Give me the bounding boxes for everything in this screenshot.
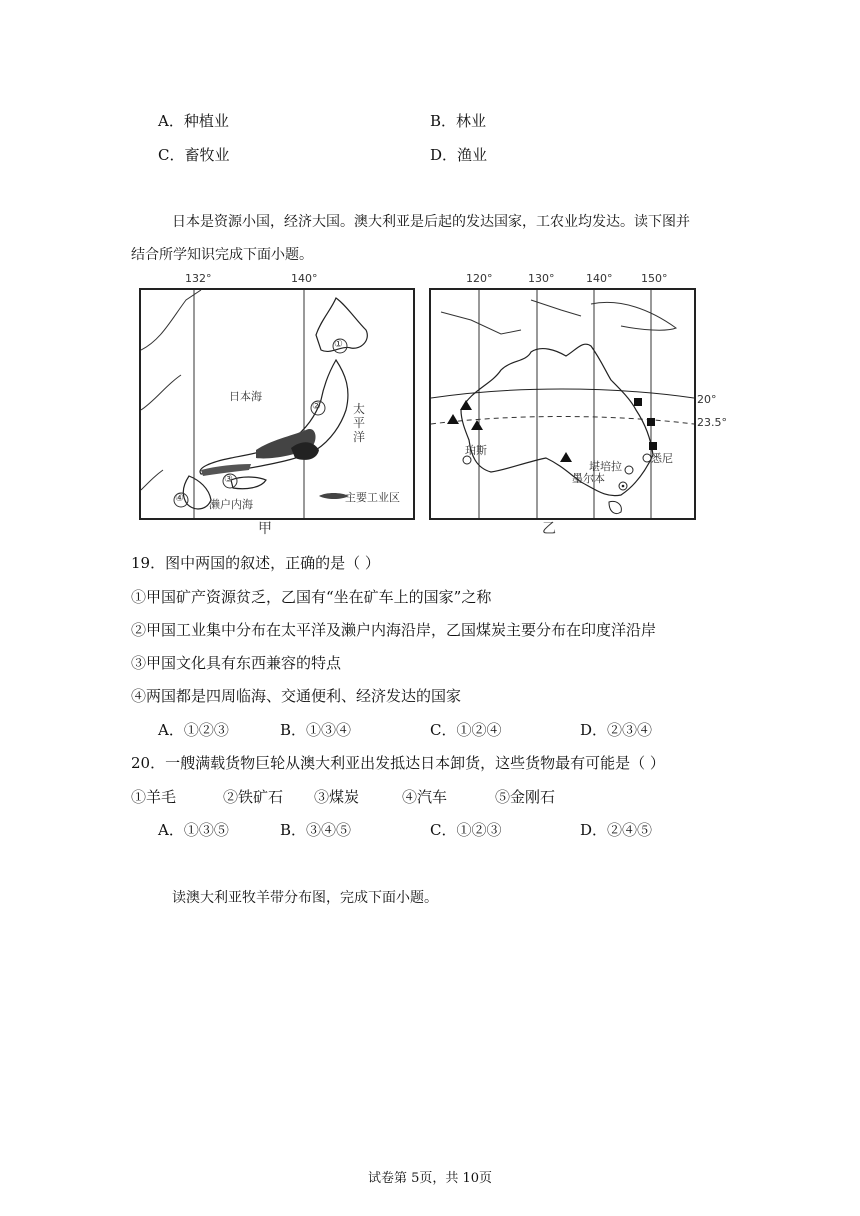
map-japan-frame: [139, 288, 415, 520]
inland-sea-label: 濑户内海: [209, 498, 253, 511]
option-c: C．畜牧业: [158, 146, 230, 164]
lon-label-140: 140°: [291, 272, 318, 285]
australia-map-graphic: [431, 290, 694, 518]
marker-2: ②: [312, 401, 321, 412]
q20-option-c: C．①②③: [430, 821, 502, 839]
marker-4: ④: [175, 493, 184, 504]
q19-statement-1: ①甲国矿产资源贫乏，乙国有“坐在矿车上的国家”之称: [131, 588, 492, 606]
map-australia-caption: 乙: [542, 521, 556, 537]
q20-item-3: ③煤炭: [314, 788, 360, 806]
q20-option-d: D．②④⑤: [580, 821, 653, 839]
lat-label-23-5: 23.5°: [697, 416, 727, 429]
japan-map-graphic: [141, 290, 413, 518]
page-footer: 试卷第 5页，共 10页: [367, 1171, 493, 1186]
q20-item-2: ②铁矿石: [223, 788, 284, 806]
sea-label: 日本海: [229, 390, 262, 403]
lon-label-132: 132°: [185, 272, 212, 285]
q19-stem: 19．图中两国的叙述，正确的是（ ）: [131, 554, 380, 572]
lon-label-130: 130°: [528, 272, 555, 285]
intro-line-2: 结合所学知识完成下面小题。: [131, 247, 313, 263]
map-australia-frame: [429, 288, 696, 520]
q19-statement-2: ②甲国工业集中分布在太平洋及濑户内海沿岸，乙国煤炭主要分布在印度洋沿岸: [131, 621, 657, 639]
q20-item-4: ④汽车: [402, 788, 448, 806]
marker-1: ①: [334, 339, 343, 350]
option-d: D．渔业: [430, 146, 488, 164]
city-canberra: 堪培拉: [589, 460, 622, 473]
marker-3: ③: [224, 474, 233, 485]
q20-item-1: ①羊毛: [131, 788, 177, 806]
q19-option-c: C．①②④: [430, 721, 502, 739]
q20-item-5: ⑤金刚石: [495, 788, 556, 806]
map-japan-caption: 甲: [258, 521, 272, 537]
lat-label-20: 20°: [697, 393, 717, 406]
q19-option-b: B．①③④: [280, 721, 352, 739]
lon-label-150: 150°: [641, 272, 668, 285]
q20-option-b: B．③④⑤: [280, 821, 352, 839]
q19-statement-4: ④两国都是四周临海、交通便利、经济发达的国家: [131, 687, 462, 705]
q19-option-d: D．②③④: [580, 721, 653, 739]
city-perth: 珀斯: [465, 444, 487, 457]
intro-line-1: 日本是资源小国，经济大国。澳大利亚是后起的发达国家，工农业均发达。读下图并: [172, 214, 690, 230]
city-melbourne: 墨尔本: [572, 472, 605, 485]
ocean-label-1: 太: [353, 402, 366, 416]
q20-option-a: A．①③⑤: [158, 821, 229, 839]
ocean-label-2: 平: [353, 416, 366, 430]
q20-stem: 20．一艘满载货物巨轮从澳大利亚出发抵达日本卸货，这些货物最有可能是（ ）: [131, 754, 665, 772]
city-sydney: 悉尼: [651, 452, 673, 465]
lon-label-140: 140°: [586, 272, 613, 285]
intro-2: 读澳大利亚牧羊带分布图，完成下面小题。: [172, 890, 438, 906]
option-b: B．林业: [430, 112, 487, 130]
ocean-label-3: 洋: [353, 430, 366, 444]
legend-industry-label: 主要工业区: [345, 491, 400, 504]
lon-label-120: 120°: [466, 272, 493, 285]
q19-option-a: A．①②③: [158, 721, 229, 739]
option-a: A．种植业: [158, 112, 229, 130]
q19-statement-3: ③甲国文化具有东西兼容的特点: [131, 654, 342, 672]
